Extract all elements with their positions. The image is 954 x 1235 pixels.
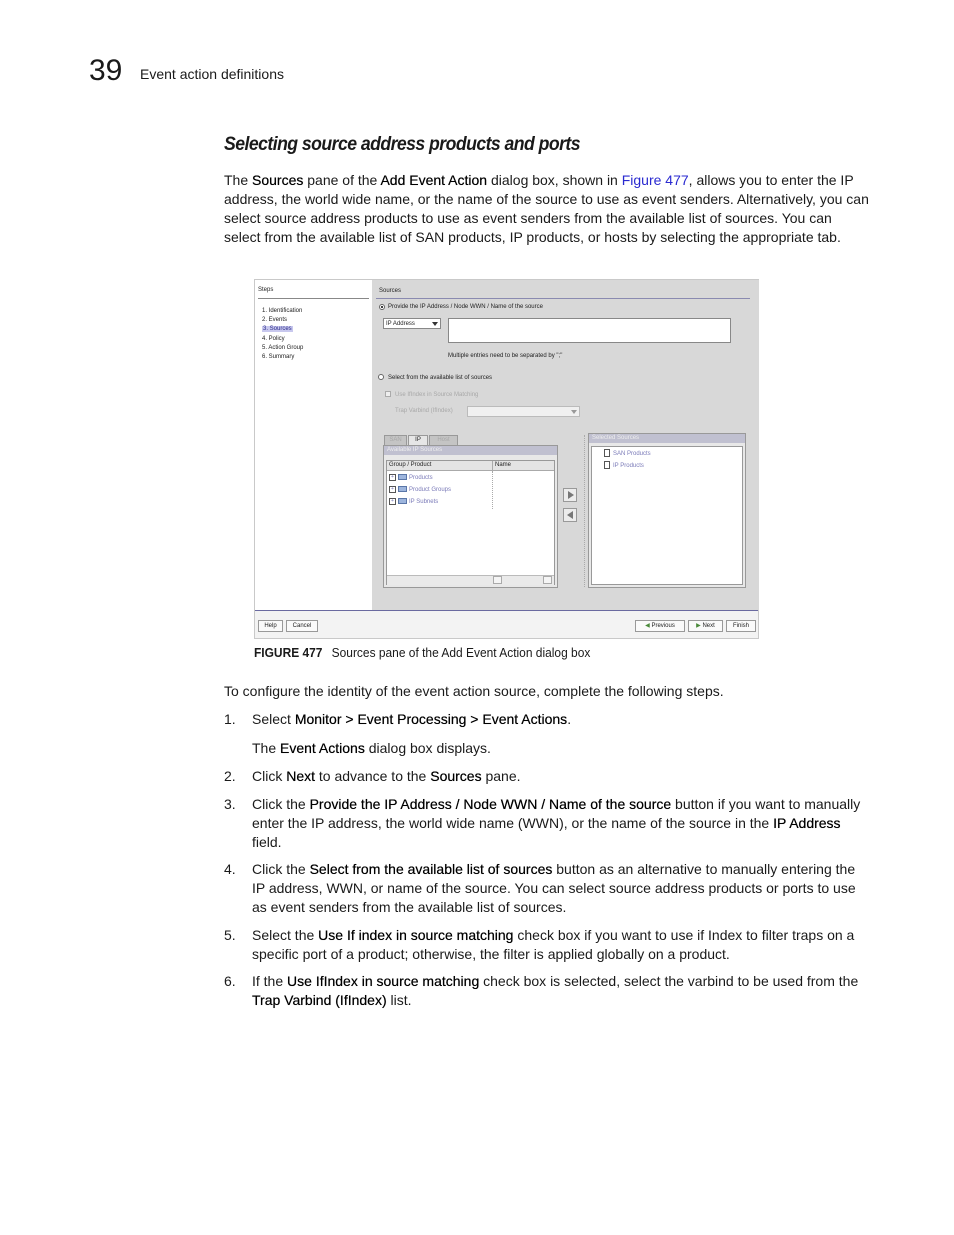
available-sources-panel xyxy=(383,445,558,588)
previous-button[interactable]: ◀ Previous xyxy=(635,620,685,632)
help-button[interactable]: Help xyxy=(258,620,283,632)
document-icon xyxy=(604,449,610,457)
step-4: Click the Select from the available list of sources button as an alternative to manually entering the IP address, WWN, or name of the source. You can select source address products or ports to use as event senders from the available list of sources. xyxy=(252,861,856,915)
step-number: 6. xyxy=(224,973,236,989)
trap-varbind-label: Trap Varbind (IfIndex) xyxy=(395,408,453,414)
provide-source-radio[interactable] xyxy=(379,304,385,310)
available-sources-title: Available IP Sources xyxy=(384,446,557,455)
step-number: 1. xyxy=(224,711,236,727)
steps-title: Steps xyxy=(258,287,274,293)
sources-divider xyxy=(376,298,750,299)
source-entry-field[interactable] xyxy=(448,318,731,343)
table-header xyxy=(387,461,554,471)
expand-icon[interactable]: + xyxy=(389,486,396,493)
selected-sources-panel xyxy=(588,433,746,588)
chevron-down-icon xyxy=(432,322,438,326)
sources-title: Sources xyxy=(379,288,402,294)
column-group-product: Group / Product xyxy=(389,462,432,468)
step-1: Select Monitor > Event Processing > Event Actions. xyxy=(252,711,572,727)
selected-sources-title: Selected Sources xyxy=(589,434,745,443)
selected-item-san-products[interactable]: SAN Products xyxy=(604,449,651,459)
folder-icon xyxy=(398,474,407,480)
steps-lead: To configure the identity of the event action source, complete the following steps. xyxy=(224,683,724,699)
folder-icon xyxy=(398,498,407,504)
step-item: 6. Summary xyxy=(262,354,295,360)
provide-source-label: Provide the IP Address / Node WWN / Name of the source xyxy=(388,304,543,310)
step-item: 4. Policy xyxy=(262,336,285,342)
step-6: If the Use IfIndex in source matching check box is selected, select the varbind to be used from the Trap Varbind (IfIndex) list. xyxy=(252,973,859,1008)
available-sources-table xyxy=(386,460,555,585)
scroll-right-button[interactable] xyxy=(543,576,552,584)
use-ifindex-checkbox[interactable] xyxy=(385,391,391,397)
step-number: 3. xyxy=(224,796,236,812)
step-number: 4. xyxy=(224,861,236,877)
figure-screenshot xyxy=(254,279,759,639)
step-item: 5. Action Group xyxy=(262,345,304,351)
step-number: 2. xyxy=(224,768,236,784)
tab-san[interactable]: SAN xyxy=(384,435,407,445)
finish-button[interactable]: Finish xyxy=(726,620,756,632)
chapter-title: Event action definitions xyxy=(140,66,284,82)
use-ifindex-label: Use IfIndex in Source Matching xyxy=(395,392,479,398)
selected-sources-list xyxy=(591,446,743,585)
step-3: Click the Provide the IP Address / Node WWN / Name of the source button if you want to manually enter the IP address, the world wide name (WWN), or the name of the source in the IP Address field. xyxy=(252,796,861,850)
expand-icon[interactable]: + xyxy=(389,498,396,505)
arrow-right-icon xyxy=(568,491,574,499)
dialog-footer xyxy=(255,610,758,638)
tab-ip[interactable]: IP xyxy=(408,435,428,445)
figure-link[interactable]: Figure 477 xyxy=(621,172,689,188)
folder-icon xyxy=(398,486,407,492)
trap-varbind-select[interactable] xyxy=(467,406,580,417)
next-button[interactable]: ▶ Next xyxy=(688,620,723,632)
select-source-radio[interactable] xyxy=(378,374,384,380)
sources-pane xyxy=(372,280,759,610)
step-5: Select the Use If index in source matching check box if you want to use if Index to filter traps on a specific port of a product; otherwise, the filter is applied globally on a product. xyxy=(252,927,855,962)
move-right-button[interactable] xyxy=(563,488,577,502)
figure-caption: FIGURE 477 Sources pane of the Add Event Action dialog box xyxy=(254,645,591,660)
step-1-note: The Event Actions dialog box displays. xyxy=(252,740,491,756)
horizontal-scrollbar[interactable] xyxy=(387,575,554,585)
column-name: Name xyxy=(492,461,511,470)
tree-item-ip-subnets[interactable]: + IP Subnets xyxy=(389,497,438,507)
tree-item-product-groups[interactable]: + Product Groups xyxy=(389,485,451,495)
section-title: Selecting source address products and ports xyxy=(224,134,581,155)
move-left-button[interactable] xyxy=(563,508,577,522)
document-icon xyxy=(604,461,610,469)
step-item-active: 3. Sources xyxy=(263,326,292,332)
step-item: 1. Identification xyxy=(262,308,303,314)
chapter-number: 39 xyxy=(89,54,123,87)
intro-paragraph: The Sources pane of the Add Event Action dialog box, shown in Figure 477, allows you to enter the IP address, the world wide name, or the name of the source to use as event senders. Alternatively, you can select source address products to use as event senders from the available list of sources. You can select from the available list of SAN products, IP products, or hosts by selecting the appropriate tab. xyxy=(224,172,869,245)
expand-icon[interactable]: + xyxy=(389,474,396,481)
step-2: Click Next to advance to the Sources pane. xyxy=(252,768,521,784)
step-item: 2. Events xyxy=(262,317,288,323)
select-source-label: Select from the available list of sources xyxy=(388,375,493,381)
ip-address-select[interactable]: IP Address xyxy=(383,318,441,329)
arrow-right-icon: ▶ xyxy=(696,623,701,629)
cancel-button[interactable]: Cancel xyxy=(286,620,318,632)
chevron-down-icon xyxy=(571,410,577,414)
tab-host[interactable]: Host xyxy=(429,435,458,445)
tree-item-products[interactable]: + Products xyxy=(389,473,433,483)
entries-hint: Multiple entries need to be separated by ";" xyxy=(448,353,563,359)
selected-item-ip-products[interactable]: IP Products xyxy=(604,461,644,471)
arrow-left-icon: ◀ xyxy=(645,623,650,629)
steps-pane xyxy=(255,280,372,610)
step-number: 5. xyxy=(224,927,236,943)
arrow-left-icon xyxy=(567,511,573,519)
steps-divider xyxy=(258,298,369,299)
scroll-left-button[interactable] xyxy=(493,576,502,584)
